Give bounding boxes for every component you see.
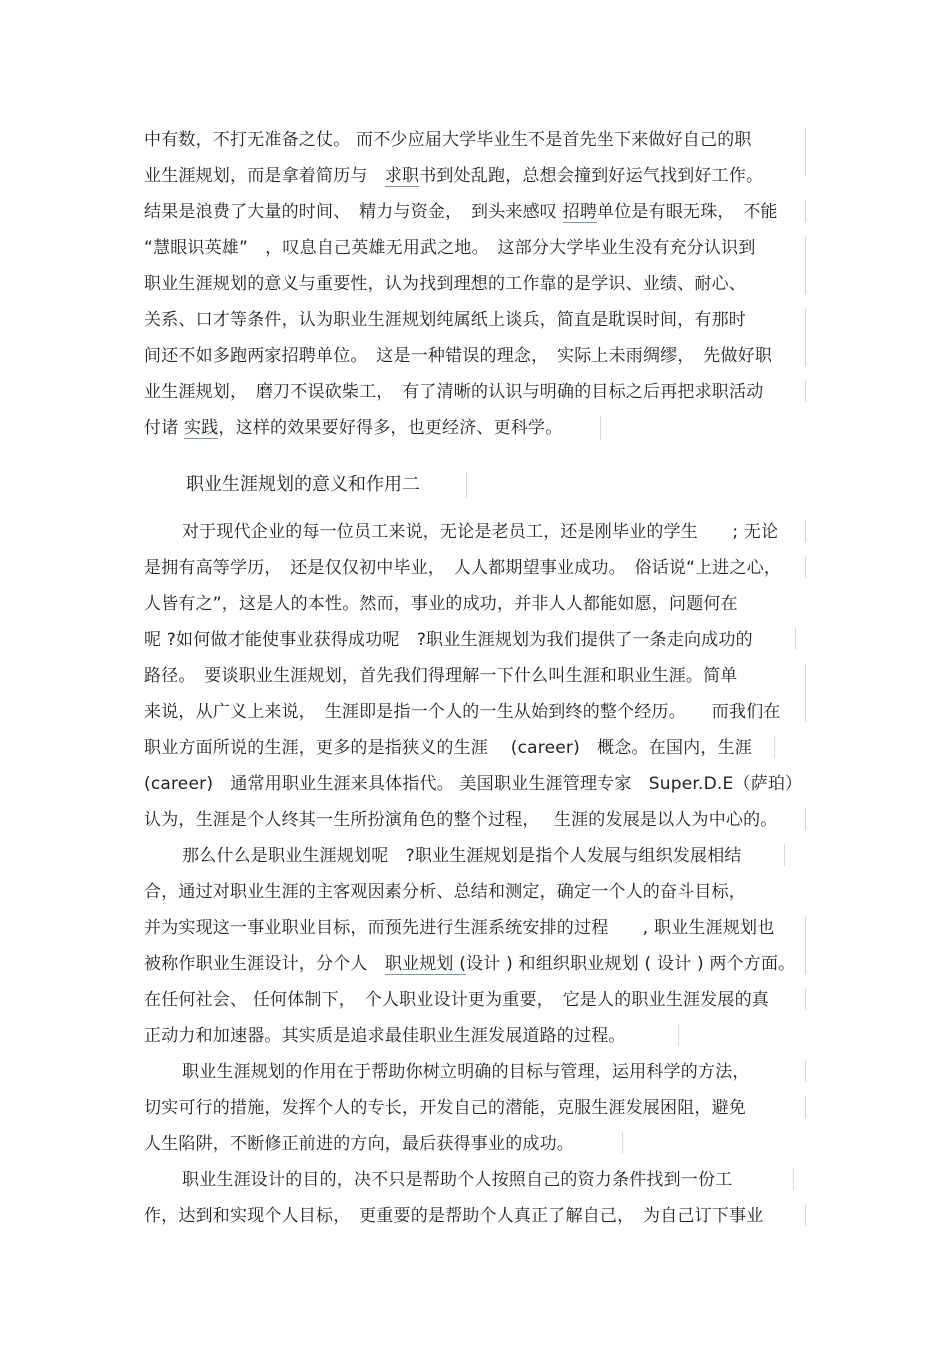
text-span: 结果是浪费了大量的时间、 精力与资金， 到头来感叹 (144, 202, 563, 222)
text-span: 设计 ) 和组织职业规划 ( 设计 ) 两个方面。 (466, 954, 796, 974)
margin-rule (805, 664, 806, 722)
margin-rule (805, 1096, 806, 1118)
text-line: 认为，生涯是个人终其一生所扮演角色的整个过程， 生涯的发展是以人为中心的。 (144, 810, 778, 830)
margin-rule (678, 1024, 679, 1046)
margin-rule (805, 1204, 806, 1226)
text-line: 对于现代企业的每一位员工来说，无论是老员工，还是刚毕业的学生 ; 无论 (182, 522, 779, 542)
margin-rule (774, 736, 775, 758)
margin-rule (805, 128, 806, 176)
text-line: 职业生涯设计的目的，决不只是帮助个人按照自己的资力条件找到一份工 (182, 1170, 733, 1190)
margin-rule (805, 200, 806, 222)
text-line: 呢 ?如何做才能使事业获得成功呢 ?职业生涯规划为我们提供了一条走向成功的 (144, 630, 753, 650)
margin-rule (466, 472, 467, 498)
text-span: 被称作职业生涯设计，分个人 (144, 954, 385, 974)
margin-rule (805, 236, 806, 294)
text-line: 中有数，不打无准备之仗。 而不少应届大学毕业生不是首先坐下来做好自己的职 (144, 130, 752, 150)
margin-rule (600, 416, 601, 440)
text-line: 合，通过对职业生涯的主客观因素分析、总结和测定，确定一个人的奋斗目标， (144, 882, 746, 902)
margin-rule (805, 1060, 806, 1082)
text-line: 是拥有高等学历， 还是仅仅初中毕业， 人人都期望事业成功。 俗话说“上进之心， (144, 558, 782, 578)
text-span: ，这样的效果要好得多，也更经济、更科学。 (218, 418, 563, 438)
margin-rule (793, 1168, 794, 1190)
text-line: 正动力和加速器。其实质是追求最佳职业生涯发展道路的过程。 (144, 1026, 626, 1046)
text-line: (career) 通常用职业生涯来具体指代。 美国职业生涯管理专家 Super.D.E（萨珀） (144, 774, 803, 794)
keyword-link[interactable]: 招聘 (562, 202, 598, 222)
text-line: 职业生涯规划的意义与重要性，认为找到理想的工作靠的是学识、业绩、耐心、 (144, 274, 746, 294)
text-line: 那么什么是职业生涯规划呢 ?职业生涯规划是指个人发展与组织发展相结 (182, 846, 742, 866)
margin-rule (805, 556, 806, 578)
text-line: 在任何社会、 任何体制下， 个人职业设计更为重要， 它是人的职业生涯发展的真 (144, 990, 770, 1010)
text-line: 人皆有之”，这是人的本性。然而，事业的成功，并非人人都能如愿，问题何在 (144, 594, 738, 614)
text-line: 业生涯规划， 磨刀不误砍柴工， 有了清晰的认识与明确的目标之后再把求职活动 (144, 382, 764, 402)
text-span: 业生涯规划，而是拿着简历与 (144, 166, 385, 186)
margin-rule (795, 628, 796, 650)
text-line: 职业方面所说的生涯，更多的是指狭义的生涯 (career) 概念。在国内，生涯 (144, 738, 752, 758)
margin-rule (805, 308, 806, 366)
keyword-link[interactable]: 实践 (184, 418, 219, 438)
text-line: 并为实现这一事业职业目标，而预先进行生涯系统安排的过程 , 职业生涯规划也 (144, 918, 775, 938)
keyword-link[interactable]: 求职 (384, 166, 420, 186)
margin-rule (622, 1132, 623, 1154)
text-line: “慧眼识英雄” ，叹息自己英雄无用武之地。 这部分大学毕业生没有充分认识到 (144, 238, 756, 258)
margin-rule (784, 844, 785, 866)
text-line: 间还不如多跑两家招聘单位。 这是一种错误的理念， 实际上未雨绸缪， 先做好职 (144, 346, 773, 366)
text-span: 单位是有眼无珠， 不能 (597, 202, 778, 222)
margin-rule (805, 808, 806, 830)
text-line (144, 202, 778, 222)
text-span: 书到处乱跑，总想会撞到好运气找到好工作。 (419, 166, 764, 186)
keyword-link[interactable]: 职业规划 ( (384, 954, 467, 974)
text-line (144, 954, 795, 974)
text-line: 路径。 要谈职业生涯规划，首先我们得理解一下什么叫生涯和职业生涯。简单 (144, 666, 738, 686)
text-line (144, 166, 763, 186)
text-line: 切实可行的措施，发挥个人的专长，开发自己的潜能，克服生涯发展困阻，避免 (144, 1098, 746, 1118)
margin-rule (805, 380, 806, 402)
margin-rule (805, 988, 806, 1010)
section-heading: 职业生涯规划的意义和作用二 (186, 474, 420, 495)
text-line (144, 418, 562, 438)
margin-rule (805, 916, 806, 974)
text-line: 关系、口才等条件，认为职业生涯规划纯属纸上谈兵，简直是耽误时间，有那时 (144, 310, 746, 330)
margin-rule (805, 520, 806, 542)
text-line: 作，达到和实现个人目标， 更重要的是帮助个人真正了解自己， 为自己订下事业 (144, 1206, 764, 1226)
text-line: 来说，从广义上来说， 生涯即是指一个人的一生从始到终的整个经历。 而我们在 (144, 702, 781, 722)
text-line: 人生陷阱，不断修正前进的方向，最后获得事业的成功。 (144, 1134, 574, 1154)
text-span: 付诸 (144, 418, 185, 438)
text-line: 职业生涯规划的作用在于帮助你树立明确的目标与管理，运用科学的方法， (182, 1062, 750, 1082)
